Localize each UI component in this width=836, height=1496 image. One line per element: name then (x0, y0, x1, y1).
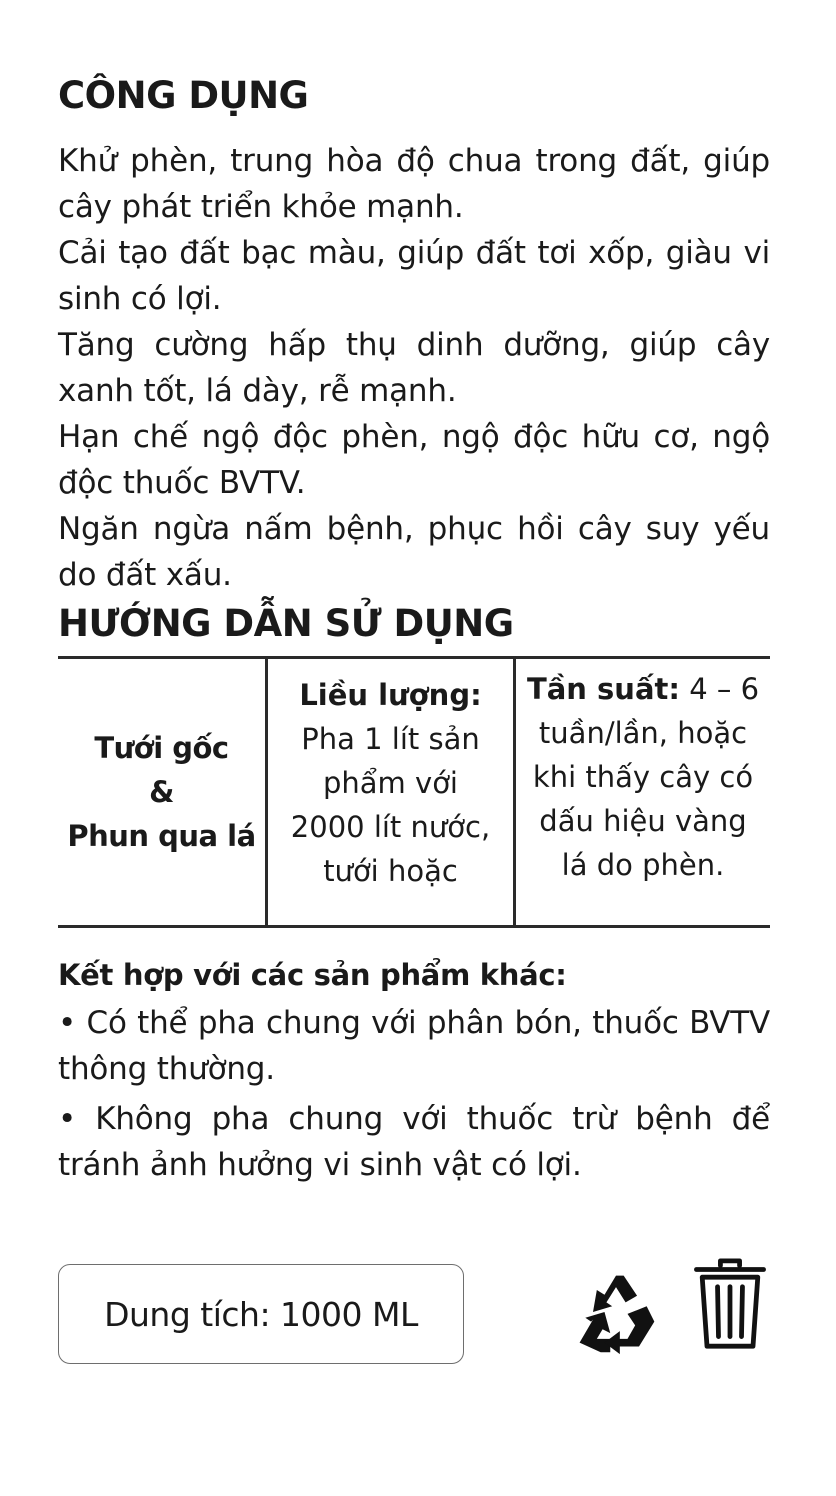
uses-line: Ngăn ngừa nấm bệnh, phục hồi cây suy yếu do đất xấu. (58, 511, 770, 593)
dose-label: Liều lượng: (299, 678, 482, 712)
frequency-line: khi thấy cây có (532, 760, 754, 794)
combine-item: • Không pha chung với thuốc trừ bệnh để tránh ảnh hưởng vi sinh vật có lợi. (58, 1101, 770, 1183)
capacity-box: Dung tích: 1000 ML (58, 1264, 464, 1364)
guide-title: HƯỚNG DẪN SỬ DỤNG (58, 602, 514, 645)
uses-title: CÔNG DỤNG (58, 74, 309, 117)
uses-list (58, 138, 770, 598)
uses-line: Khử phèn, trung hòa độ chua trong đất, giúp cây phát triển khỏe mạnh. (58, 143, 770, 225)
combine-title: Kết hợp với các sản phẩm khác: (58, 958, 567, 992)
uses-line: Cải tạo đất bạc màu, giúp đất tơi xốp, giàu vi sinh có lợi. (58, 235, 770, 317)
combine-section (58, 954, 770, 1188)
frequency-label: Tần suất: (526, 672, 680, 706)
dose-line: phẩm với (323, 766, 458, 800)
frequency-line: tuần/lần, hoặc (538, 716, 748, 750)
usage-table (58, 656, 770, 928)
label-content (58, 70, 770, 1188)
method-line: Phun qua lá (67, 819, 256, 853)
frequency-first-line (527, 667, 759, 711)
frequency-line: dấu hiệu vàng (539, 804, 747, 838)
method-cell (58, 659, 268, 925)
method-line: & (149, 775, 174, 809)
uses-line: Hạn chế ngộ độc phèn, ngộ độc hữu cơ, ngộ độc thuốc BVTV. (58, 419, 770, 501)
frequency-cell (516, 659, 770, 925)
dose-line: 2000 lít nước, (290, 810, 491, 844)
method-line: Tưới gốc (94, 731, 229, 765)
trash-bin-icon (692, 1258, 768, 1350)
uses-line: Tăng cường hấp thụ dinh dưỡng, giúp cây xanh tốt, lá dày, rễ mạnh. (58, 327, 770, 409)
dose-line: Pha 1 lít sản (301, 722, 480, 756)
footer-row (58, 1264, 770, 1366)
recycle-icon (568, 1266, 664, 1358)
combine-item: • Có thể pha chung với phân bón, thuốc BVTV thông thường. (58, 1005, 770, 1087)
dose-line: tưới hoặc (323, 854, 458, 888)
dose-cell (268, 659, 516, 925)
frequency-value: 4 – 6 (689, 672, 760, 706)
frequency-line: lá do phèn. (561, 848, 725, 882)
